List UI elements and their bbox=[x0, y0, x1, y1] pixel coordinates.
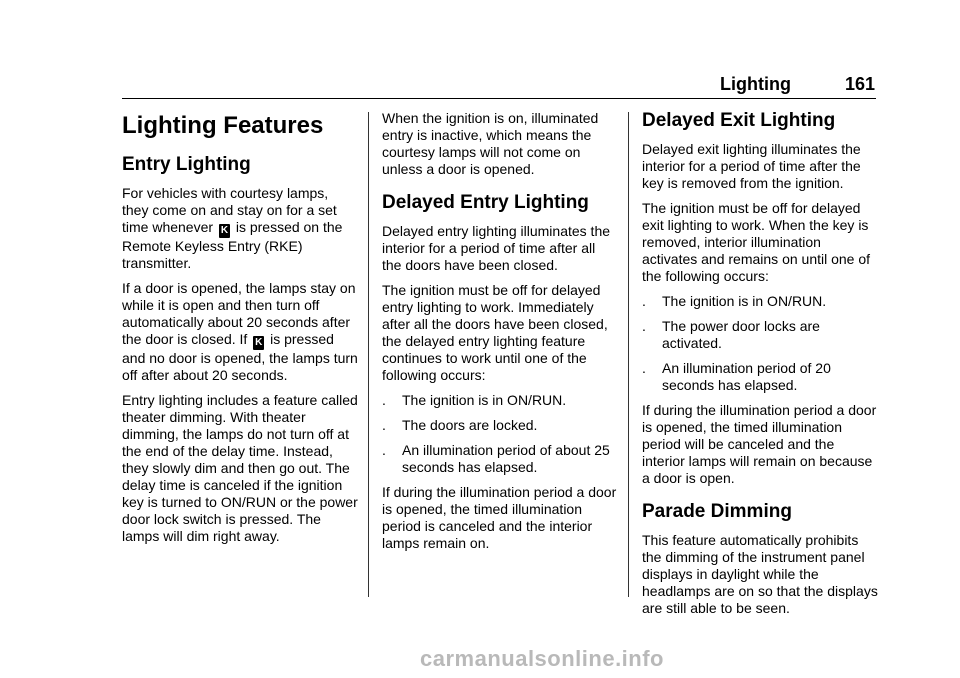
list-item-text: The doors are locked. bbox=[402, 417, 538, 433]
section-heading-delayed-exit-lighting: Delayed Exit Lighting bbox=[642, 110, 836, 131]
watermark: carmanualsonline.info bbox=[420, 646, 664, 671]
bullet-icon: . bbox=[642, 293, 646, 309]
paragraph: When the ignition is on, illuminated entry is inactive, which means the courtesy lamps will not come on unless a door is opened. bbox=[382, 110, 599, 177]
paragraph: Delayed entry lighting illuminates the interior for a period of time after all the doors have been closed. bbox=[382, 223, 611, 273]
paragraph-text: For vehicles with courtesy lamps, they come on and stay on for a set time whenever bbox=[122, 185, 337, 235]
bullet-icon: . bbox=[382, 392, 386, 408]
list-item-text: An illumination period of about 25 seconds has elapsed. bbox=[402, 442, 610, 475]
paragraph: The ignition must be off for delayed entry lighting to work. Immediately after all the doors have been closed, the delayed entry lighting feature continues to work until one of the following occurs: bbox=[382, 282, 608, 383]
column-2 bbox=[382, 106, 618, 560]
page-title: Lighting Features bbox=[122, 112, 324, 139]
list-item-text: The power door locks are activated. bbox=[662, 318, 820, 351]
paragraph-text: is pressed on the Remote Keyless Entry (RKE) transmitter. bbox=[122, 219, 343, 271]
paragraph: Delayed exit lighting illuminates the interior for a period of time after the key is removed from the ignition. bbox=[642, 141, 861, 191]
unlock-key-icon: K bbox=[220, 225, 229, 236]
section-heading-delayed-entry-lighting: Delayed Entry Lighting bbox=[382, 192, 589, 213]
column-3 bbox=[642, 106, 878, 625]
paragraph: This feature automatically prohibits the dimming of the instrument panel displays in daylight while the headlamps are on so that the displays are still able to be seen. bbox=[642, 532, 878, 616]
section-heading-entry-lighting: Entry Lighting bbox=[122, 154, 251, 175]
bullet-icon: . bbox=[642, 318, 646, 334]
column-1 bbox=[122, 106, 358, 553]
bullet-icon: . bbox=[382, 417, 386, 433]
header-rule bbox=[122, 98, 876, 99]
unlock-key-icon: K bbox=[255, 337, 263, 348]
page-number: 161 bbox=[845, 74, 876, 94]
bullet-icon: . bbox=[642, 360, 646, 376]
paragraph: If during the illumination period a door is opened, the timed illumination period will be canceled and the interior lamps will remain on because a door is open. bbox=[642, 402, 877, 486]
paragraph bbox=[122, 280, 358, 384]
list-item-text: The ignition is in ON/RUN. bbox=[402, 392, 567, 408]
paragraph bbox=[122, 185, 358, 272]
list-item bbox=[642, 293, 878, 310]
column-divider bbox=[628, 112, 629, 597]
list-item-text: An illumination period of 20 seconds has elapsed. bbox=[662, 360, 831, 393]
list-item bbox=[382, 417, 618, 434]
list-item bbox=[382, 392, 618, 409]
list-item-text: The ignition is in ON/RUN. bbox=[662, 293, 827, 309]
section-heading-parade-dimming: Parade Dimming bbox=[642, 501, 792, 522]
paragraph: Entry lighting includes a feature called theater dimming. With theater dimming, the lamps do not turn off at the end of the delay time. Instead, they slowly dim and then go out. The delay time is canceled if the ignition key is turned to ON/RUN or the power door lock switch is pressed. The lamps will dim right away. bbox=[122, 392, 358, 544]
paragraph: The ignition must be off for delayed exit lighting to work. When the key is removed, interior illumination activates and remains on until one of the following occurs: bbox=[642, 200, 871, 284]
paragraph-text: is pressed and no door is opened, the lamps turn off after about 20 seconds. bbox=[122, 331, 358, 383]
column-divider bbox=[368, 112, 369, 597]
running-header-title: Lighting bbox=[720, 74, 791, 94]
list-item bbox=[642, 360, 878, 394]
bullet-icon: . bbox=[382, 442, 386, 458]
list-item bbox=[382, 442, 618, 476]
paragraph: If during the illumination period a door is opened, the timed illumination period is canceled and the interior lamps remain on. bbox=[382, 484, 617, 551]
list-item bbox=[642, 318, 878, 352]
paragraph-text: If a door is opened, the lamps stay on while it is open and then turn off automatically about 20 seconds after the door is closed. If bbox=[122, 280, 356, 347]
